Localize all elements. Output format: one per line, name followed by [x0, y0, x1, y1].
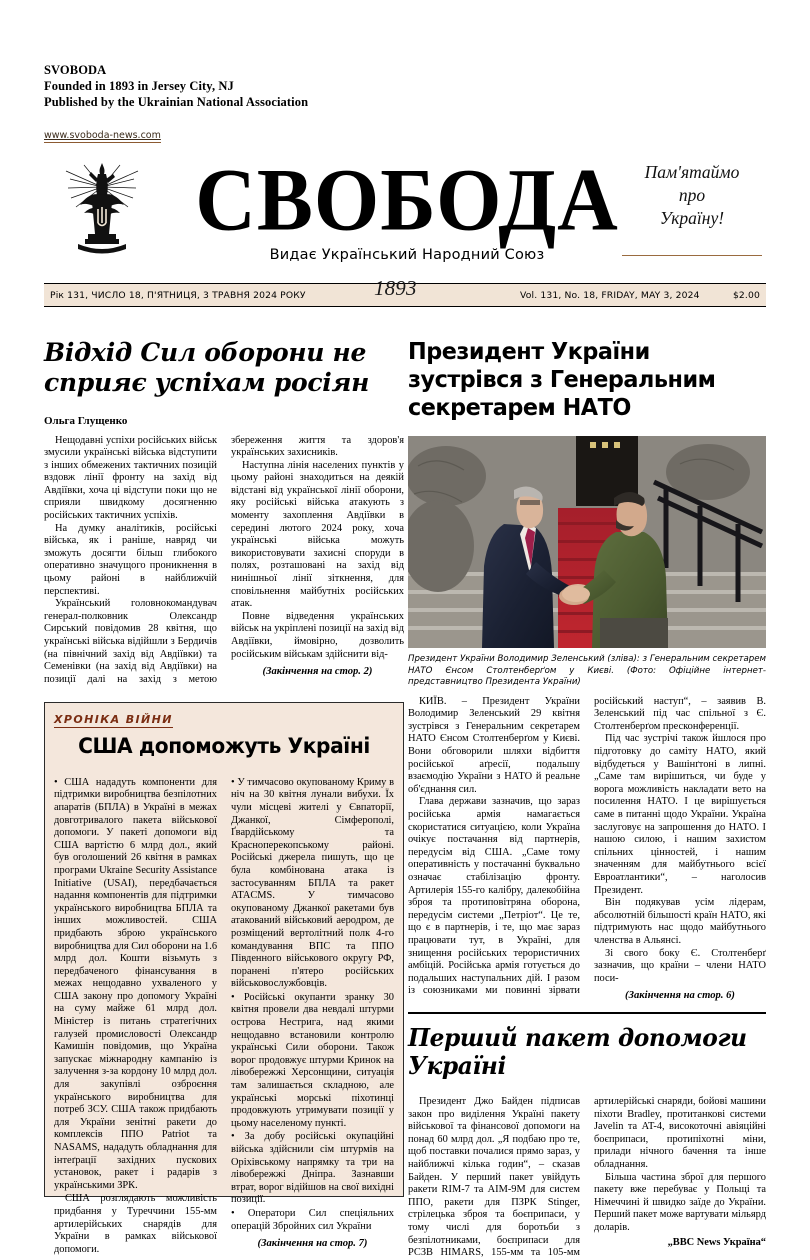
article-aid-body — [408, 1096, 766, 1260]
article-defense-body — [44, 435, 404, 687]
article-nato-headline: Президент України зустрівся з Генеральним секретарем НАТО — [408, 336, 716, 421]
article-aid-credit: „BBC News Україна“ — [667, 1236, 766, 1248]
statue-of-liberty-tryzub-emblem — [54, 157, 150, 261]
photo-caption: Президент України Володимир Зеленський (зліва): з Генеральним секретарем НАТО Єнсом Столтенберґом у Києві. (Фото: Офіційне інтернет-представництво Президента України) — [408, 654, 766, 688]
masthead-logo-row — [44, 151, 766, 267]
paragraph: Наступна лінія населених пунктів у цьому районі знаходиться на деякій відстані від української лінії оборони, яку російські війська атакують з моменту захоплення Авдіївки в середині лютого 2024 року, хоча українські війська можуть використовувати захисні споруди в полях, розташовані на захід від нинішньої лінії зіткнення, для сповільнення майбутніх російських атак. — [231, 459, 404, 610]
paragraph: Глава держави зазначив, що зараз російська армія намагається скористатися ситуацією, коли Україна очікує постачання від партнерів, передусім від США. „Саме тому оперативність у постачанні буквально означає стабілізацію фронту. Артилерія 155-го калібру, далекобійна зброя та протиповітряна оборона, передусім системи „Петріот“. Це те, що є в партнерів, і те, що має зараз працювати тут, в Україні, для знищення російських терористичних амбіцій. Російська армія готується до подальших наступальних дій. І разом із союзниками ми повинні зірвати російський наступ“, – заявив В. Зеленський під час спільної з Є. Столтенберґом пресконференції. — [408, 695, 766, 997]
war-chronicle-jump-line[interactable]: (Закінчення на стор. 7) — [257, 1238, 368, 1250]
masthead-subtitle: Видає Український Народний Союз — [269, 247, 545, 263]
paragraph: Він подякував усім лідерам, абсолютній більшості країн НАТО, які підтримують нас щодо майбутнього членства в Альянсі. — [594, 897, 766, 946]
masthead-slogan — [622, 161, 762, 230]
issue-info-ukrainian: Рік 131, ЧИСЛО 18, П'ЯТНИЦЯ, 3 ТРАВНЯ 2024 РОКУ — [50, 290, 306, 301]
issue-info-english: Vol. 131, No. 18, FRIDAY, MAY 3, 2024 — [520, 290, 700, 301]
website-url-link[interactable]: www.svoboda-news.com — [44, 130, 161, 141]
bullet-item: • США нададуть компоненти для підтримки виробництва безпілотних апаратів (БПЛА) в Україні в межах довготривалого пакета військової допомоги. У пакеті допомоги від США вартістю 6 млрд дол., який був оголошений 26 квітня в рамках програми Ukraine Security Assistance Initiative (USAI), передбачається надання компонентів для підтримки українського виробництва БПЛА та інших можливостей. США придбають зброю українського виробництва для Сил оборони на 1.6 млрд дол. Кошти візьмуть з передбаченого фінансування в межах нещодавно ухваленого у США закону про допомогу Україні на суму майже 61 млрд дол. Міністер із питань стратегічних галузей промисловості Олександр Камишін повідомив, що Україна запускає міжнародну кампанію із залучення з-за кордону 10 млрд дол. для закупівлі озброєння українського виробництва для потреб ЗСУ. США також придбають для України зенітні ракети до комплексів ППО Patriot та NASAMS, нададуть обладнання для інтеґрації західних пускових установок, ракет і радарів з українськими ЗРК. — [54, 776, 218, 1191]
paragraph: На думку аналітиків, російські війська, як і раніше, навряд чи зможуть досягти більш глибокого оперативно значущого проникнення в цьому районі в найближчій перспективі. — [44, 522, 217, 597]
war-chronicle-kicker-wrap — [54, 710, 394, 728]
founding-year-mark: 1893 — [374, 276, 417, 300]
publication-name: SVOBODA — [44, 63, 107, 77]
bullet-item: • У тимчасово окупованому Криму в ніч на 30 квітня лунали вибухи. Їх чули місцеві жителі у Євпаторії, Джанкої, Сімферополі, Ґвардійському та Красноперекопському районі. Російські джерела пишуть, що це була комбінована атака із застосуванням БПЛА та ракет ATACMS. У тимчасово окупованому Джанкої ракетами був атакований військовий аеродром, де розміщений вертолітний полк 4-го командування ВПС та ППО Південного військового округу РФ, поранені п'ятеро російських військовослужбовців. — [231, 776, 394, 990]
article-aid-headline: Перший пакет допомоги Україні — [408, 1022, 747, 1080]
paragraph: Президент Джо Байден підписав закон про виділення Україні пакету військової та фінансової допомоги на понад 60 млрд дол. „Я подбаю про те, щоб поставки почалися прямо зараз, у найближчі кілька годин“, – сказав Байден. У перший пакет увійдуть ракети RIM-7 та AIM-9M для систем ППО, ракети для ПЗРК Stinger, стрілецька зброя та боєприпаси, у тому числі для боротьби з безпілотниками, боєприпаси для РСЗВ HIMARS, 155-мм та 105-мм артилерійські снаряди, бойові машини піхоти Bradley, протитанкові системи Javelin та AT-4, високоточні авіяційні боєприпаси, протипіхотні міни, прилади нічного бачення та інше обладнання. — [408, 1096, 766, 1259]
issue-price: $2.00 — [732, 290, 760, 301]
publication-publisher: Published by the Ukrainian National Association — [44, 95, 309, 109]
war-chronicle-title: США допоможуть Україні — [78, 734, 370, 759]
main-content — [44, 321, 766, 1259]
article-nato-meeting — [408, 337, 766, 1003]
article-defense-headline: Відхід Сил оборони не сприяє успіхам росіян — [44, 337, 369, 397]
slogan-line-1: Пам'ятаймо — [644, 162, 740, 182]
publication-founded: Founded in 1893 in Jersey City, NJ — [44, 79, 234, 93]
bullet-item: США розглядають можливість придбання у Туреччини 155-мм артилерійських снарядів для України в рамках військової допомоги. — [54, 1193, 217, 1255]
article-defense-byline: Ольга Глущенко — [44, 414, 128, 427]
war-chronicle-kicker: ХРОНІКА ВІЙНИ — [54, 713, 173, 727]
paragraph: Під час зустрічі також йшлося про підготовку до саміту НАТО, який відбудеться у Вашінґтоні в липні. „Саме там вирішиться, чи буде у ворога можливість накладати вето на посилення НАТО. І це вирішується саме в питанні щодо України. Україна заслуговує на запрошення до НАТО. І нашою силою, і нашим захистом спільних цінностей, і нашим значенням для майбутнього всієї Евроатлантики“, – наголосив Президент. — [594, 733, 766, 896]
publication-identification — [44, 0, 766, 110]
paragraph: Нещодавні успіхи російських військ змусили українські війська відступити з інших обмежених тактичних позицій вздовж лінії фронту на захід від Авдіївки, хоча ці відступи поки що не сприяли швидкому досягненню російських тактичних успіхів. — [44, 434, 217, 522]
issue-info-bar — [44, 276, 766, 307]
slogan-line-2: про — [678, 185, 706, 205]
section-divider — [408, 1012, 766, 1014]
war-chronicle-box — [44, 702, 404, 1255]
article-defense-jump-line[interactable]: (Закінчення на стор. 2) — [262, 666, 373, 678]
slogan-divider — [622, 255, 762, 256]
bullet-item: • За добу російські окупаційні війська здійснили сім штурмів на Оріхівському напрямку та три на лівобережжі Дніпра. Зазнавши втрат, ворог відійшов на свої вихідні позиції. — [231, 1131, 394, 1206]
slogan-line-3: Україну! — [659, 208, 725, 228]
paragraph: Повне відведення українських військ на укріплені позиції на захід від Авдіївки, ймовірно, дозволить російським військам здійснити від- — [231, 610, 404, 660]
left-column — [44, 321, 404, 1255]
paragraph: КИЇВ. – Президент України Володимир Зеленський 29 квітня зустрівся з Генеральним секретарем НАТО Єнсом Столтенберґом у Києві. Вони обговорили шляхи відбиття російської аґресії, подальшу взаємодію України з НАТО й реальне об'єднання сил. — [408, 695, 580, 795]
article-first-aid-package — [408, 1024, 766, 1260]
bullet-item: • Російські окупанти зранку 30 квітня провели два невдалі штурми острова Нестрига, над якими нещодавно встановили контролю українські Сили оборони. Також ворог продовжує штурми Кринок на лівобережжі Херсонщини, ситуація там залишається складною, але українські морські піхотинці продовжують утримувати позиції у цьому населеному пункті. — [231, 991, 394, 1129]
paragraph: Більша частина зброї для першого пакету вже перебуває у Польщі та Німеччині й швидко заїде до України. Перший пакет може вартувати мільярд доларів. — [594, 1171, 766, 1233]
paragraph: Зі свого боку Є. Столтенберґ зазначив, що країни – члени НАТО поси- — [594, 947, 766, 984]
zelensky-stoltenberg-handshake-photo — [408, 436, 766, 648]
masthead-title: СВОБОДА — [195, 151, 619, 250]
article-defense-withdrawal — [44, 338, 404, 687]
article-nato-jump-line[interactable]: (Закінчення на стор. 6) — [625, 990, 735, 1002]
bullet-item: • Оператори Сил спеціяльних операцій Збройних сил України — [231, 1207, 394, 1232]
paragraph: Український головнокомандувач генерал-полковник Олександр Сирський повідомив 28 квітня, що українські війська відійшли з Бердичів (на північний захід від Авдіївки) та Семенівки (на захід від Авдіївки) на позиції далі на захід з метою збереження життя та здоров'я українських захисників. — [44, 434, 404, 685]
right-column — [408, 321, 766, 1259]
article-nato-body — [408, 696, 766, 1003]
war-chronicle-body — [54, 777, 394, 1257]
